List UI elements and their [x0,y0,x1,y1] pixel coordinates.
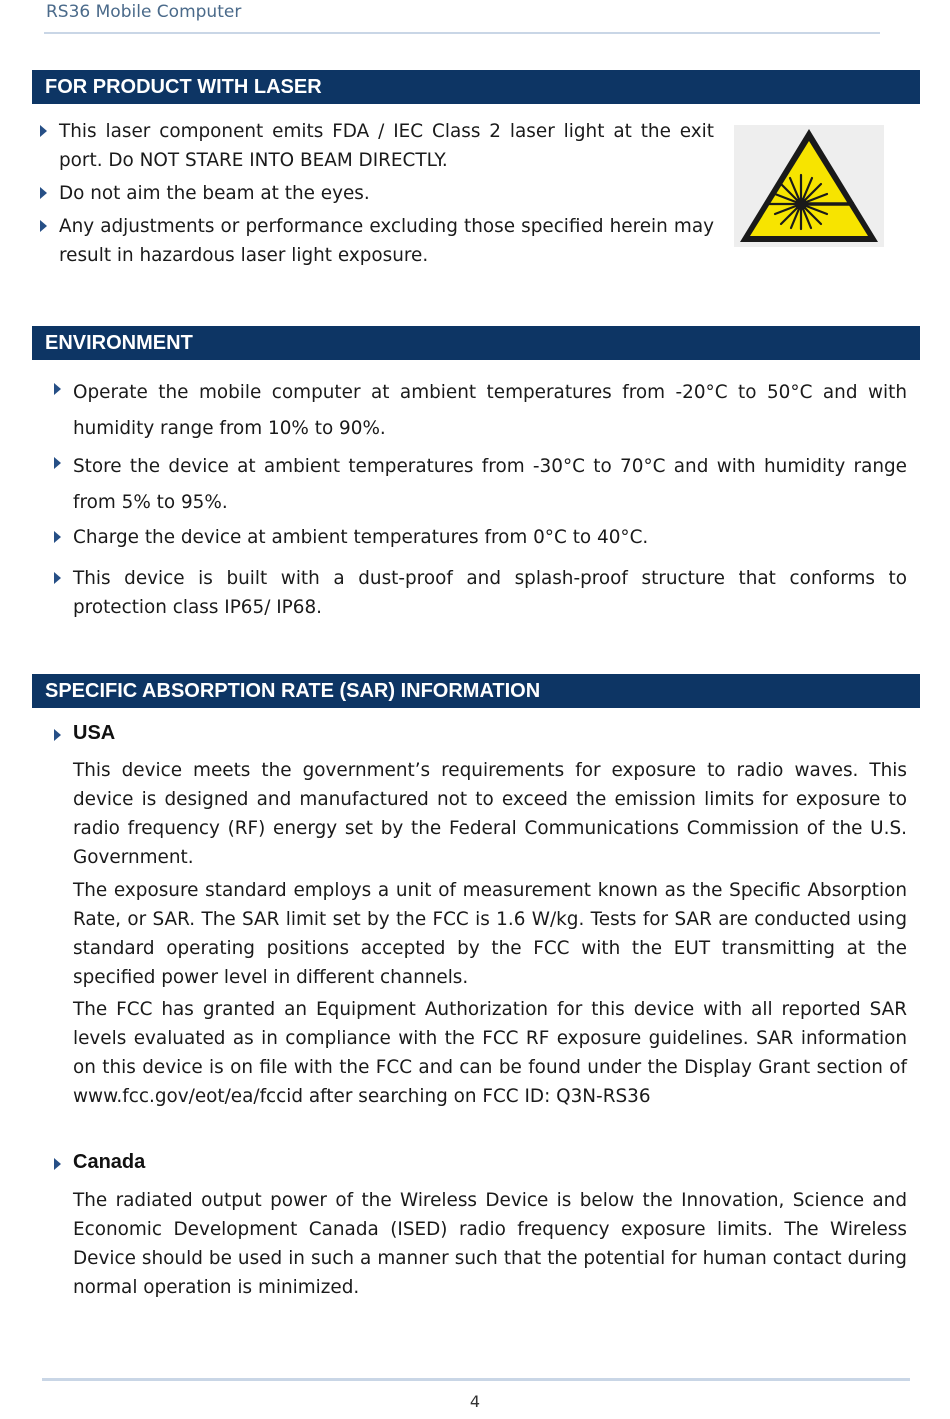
environment-item-3: Charge the device at ambient temperatures from 0°C to 40°C. [73,527,649,548]
section-title-environment: ENVIRONMENT [32,326,920,360]
bullet-triangle-icon [54,383,61,395]
bullet-triangle-icon [54,1158,61,1170]
bullet-triangle-icon [54,572,61,584]
environment-item-1: Operate the mobile computer at ambient temperatures from -20°C to 50°C and with humidity range from 10% to 90%. [73,382,907,439]
laser-item-1: This laser component emits FDA / IEC Class 2 laser light at the exit port. Do NOT STARE INTO BEAM DIRECTLY. [59,121,714,171]
section-title-laser: FOR PRODUCT WITH LASER [32,70,920,104]
subheading-canada: Canada [73,1151,146,1173]
environment-item-4: This device is built with a dust-proof and splash-proof structure that conforms to protection class IP65/ IP68. [73,568,907,618]
laser-item-3: Any adjustments or performance excluding those specified herein may result in hazardous laser light exposure. [59,216,714,266]
usa-paragraph-1: This device meets the government’s requirements for exposure to radio waves. This device is designed and manufactured not to exceed the emission limits for exposure to radio frequency (RF) energy set by the Federal Communications Commission of the U.S. Government. [73,760,907,868]
laser-item-2: Do not aim the beam at the eyes. [59,183,370,204]
environment-item-2: Store the device at ambient temperatures from -30°C to 70°C and with humidity range from 5% to 95%. [73,456,907,513]
running-header-title: RS36 Mobile Computer [46,2,242,22]
bullet-triangle-icon [54,457,61,469]
header-divider [44,32,880,34]
subheading-usa: USA [73,722,116,744]
canada-paragraph-1: The radiated output power of the Wireless Device is below the Innovation, Science and Economic Development Canada (ISED) radio frequency exposure limits. The Wireless Device should be used in such a manner such that the potential for human contact during normal operation is minimized. [73,1190,907,1298]
usa-paragraph-2: The exposure standard employs a unit of measurement known as the Specific Absorption Rate, or SAR. The SAR limit set by the FCC is 1.6 W/kg. Tests for SAR are conducted using standard operating positions accepted by the FCC with the EUT transmitting at the specified power level in different channels. [73,880,907,988]
bullet-triangle-icon [40,187,47,199]
bullet-triangle-icon [54,531,61,543]
page-number: 4 [469,1392,481,1411]
section-title-sar: SPECIFIC ABSORPTION RATE (SAR) INFORMATION [32,674,920,708]
bullet-triangle-icon [54,729,61,741]
usa-paragraph-3: The FCC has granted an Equipment Authorization for this device with all reported SAR levels evaluated as in compliance with the FCC RF exposure guidelines. SAR information on this device is on file with the FCC and can be found under the Display Grant section of www.fcc.gov/eot/ea/fccid after searching on FCC ID: Q3N-RS36 [73,999,907,1107]
laser-warning-icon [734,125,884,247]
bullet-triangle-icon [40,125,47,137]
bullet-triangle-icon [40,220,47,232]
footer-divider [42,1378,910,1381]
